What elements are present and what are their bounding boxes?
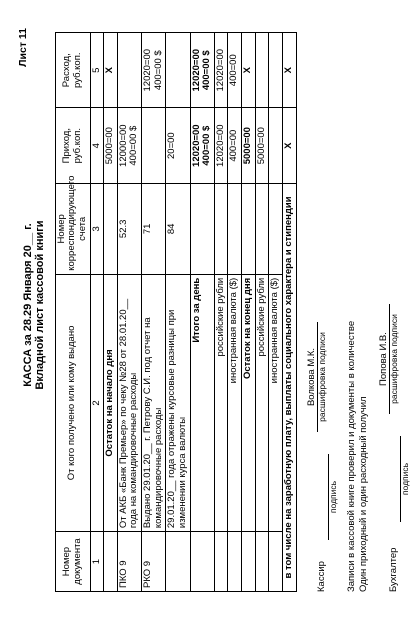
summary-expense [255, 33, 269, 108]
summary-label: в том числе на заработную плату, выплаты социального характера и стипендии [282, 183, 296, 591]
summary-income: 5000=00 [255, 108, 269, 183]
summary-expense: X [242, 33, 256, 108]
header-income: Приход, руб.коп. [55, 108, 90, 183]
decoding-caption: расшифровка подписи [389, 314, 400, 404]
row-description: От АКБ «Банк Премьер» по чеку №28 от 28.01.20__ года на командировочные расходы [117, 274, 141, 531]
column-index: 4 [90, 108, 104, 183]
summary-expense [269, 33, 283, 108]
summary-row [228, 33, 242, 592]
table-row [142, 33, 166, 592]
document-subtitle: Вкладной лист кассовой книги [34, 220, 47, 390]
header-doc-number: Номер документа [55, 532, 90, 592]
accountant-name: Попова И.В. [379, 304, 391, 414]
opening-income: 5000=00 [104, 108, 118, 183]
accountant-signature-line [389, 436, 401, 522]
summary-label: иностранная валюта ($) [228, 274, 242, 531]
summary-row [255, 33, 269, 592]
summary-row [214, 33, 228, 592]
row-expense [117, 33, 141, 108]
cashier-signature-line [317, 454, 329, 540]
row-income: 12000=00 400=00 $ [117, 108, 141, 183]
summary-expense: X [282, 33, 296, 108]
summary-label: Остаток на конец дня [242, 274, 256, 531]
summary-income: 5000=00 [242, 108, 256, 183]
summary-label: иностранная валюта ($) [269, 274, 283, 531]
row-income: 20=00 [166, 108, 190, 183]
header-account: Номер корреспондирующего счета [55, 183, 90, 274]
accountant-label: Бухгалтер [387, 547, 399, 592]
summary-row [242, 33, 256, 592]
sheet-number: Лист 11 [17, 28, 29, 67]
signature-caption: подпись [399, 462, 410, 496]
doc-number: РКО 9 [142, 532, 166, 592]
table-row [166, 33, 190, 592]
decoding-caption: расшифровка подписи [317, 332, 328, 422]
document-title: КАССА за 28.29 Января 20__ г. [22, 223, 34, 387]
row-expense [166, 33, 190, 108]
column-index: 5 [90, 33, 104, 108]
summary-row [190, 33, 214, 592]
summary-income: X [282, 108, 296, 183]
summary-expense: 12020=00 400=00 $ [190, 33, 214, 108]
verification-note-2: Один приходный и один расходный получил [357, 396, 369, 592]
table-row [117, 33, 141, 592]
row-income [142, 108, 166, 183]
ledger-table [55, 32, 297, 592]
summary-row [282, 33, 296, 592]
summary-expense: 12020=00 [214, 33, 228, 108]
header-counterparty: От кого получено или кому выдано [55, 274, 90, 531]
header-row [55, 33, 90, 592]
row-expense: 12020=00 400=00 $ [142, 33, 166, 108]
verification-note: Записи в кассовой книге проверил и документы в количестве [345, 320, 357, 592]
opening-balance-row [104, 33, 118, 592]
signatures-block [305, 18, 415, 592]
summary-label: российские рубли [255, 274, 269, 531]
header-expense: Расход, руб.коп. [55, 33, 90, 108]
doc-number: ПКО 9 [117, 532, 141, 592]
row-account: 71 [142, 183, 166, 274]
cashier-label: Кассир [315, 561, 327, 592]
row-description: Выдано 29.01.20__ г. Петрову С.И. под отчет на командировочные расходы [142, 274, 166, 531]
summary-row [269, 33, 283, 592]
doc-number [166, 532, 190, 592]
opening-expense: X [104, 33, 118, 108]
summary-label: Итого за день [190, 274, 214, 531]
cashier-name: Волкова М.К. [307, 322, 319, 432]
row-description: 29.01.20__ года отражены курсовые разницы при изменении курса валюты [166, 274, 190, 531]
column-index: 3 [90, 183, 104, 274]
row-account: 52.3 [117, 183, 141, 274]
column-index: 1 [90, 532, 104, 592]
summary-label: российские рубли [214, 274, 228, 531]
summary-income: 12020=00 [214, 108, 228, 183]
column-index: 2 [90, 274, 104, 531]
opening-balance-label: Остаток на начало дня [104, 274, 118, 531]
signature-caption: подпись [327, 480, 338, 514]
row-account: 84 [166, 183, 190, 274]
summary-income: 12020=00 400=00 $ [190, 108, 214, 183]
summary-expense: 400=00 [228, 33, 242, 108]
column-index-row [90, 33, 104, 592]
summary-income [269, 108, 283, 183]
summary-income: 400=00 [228, 108, 242, 183]
